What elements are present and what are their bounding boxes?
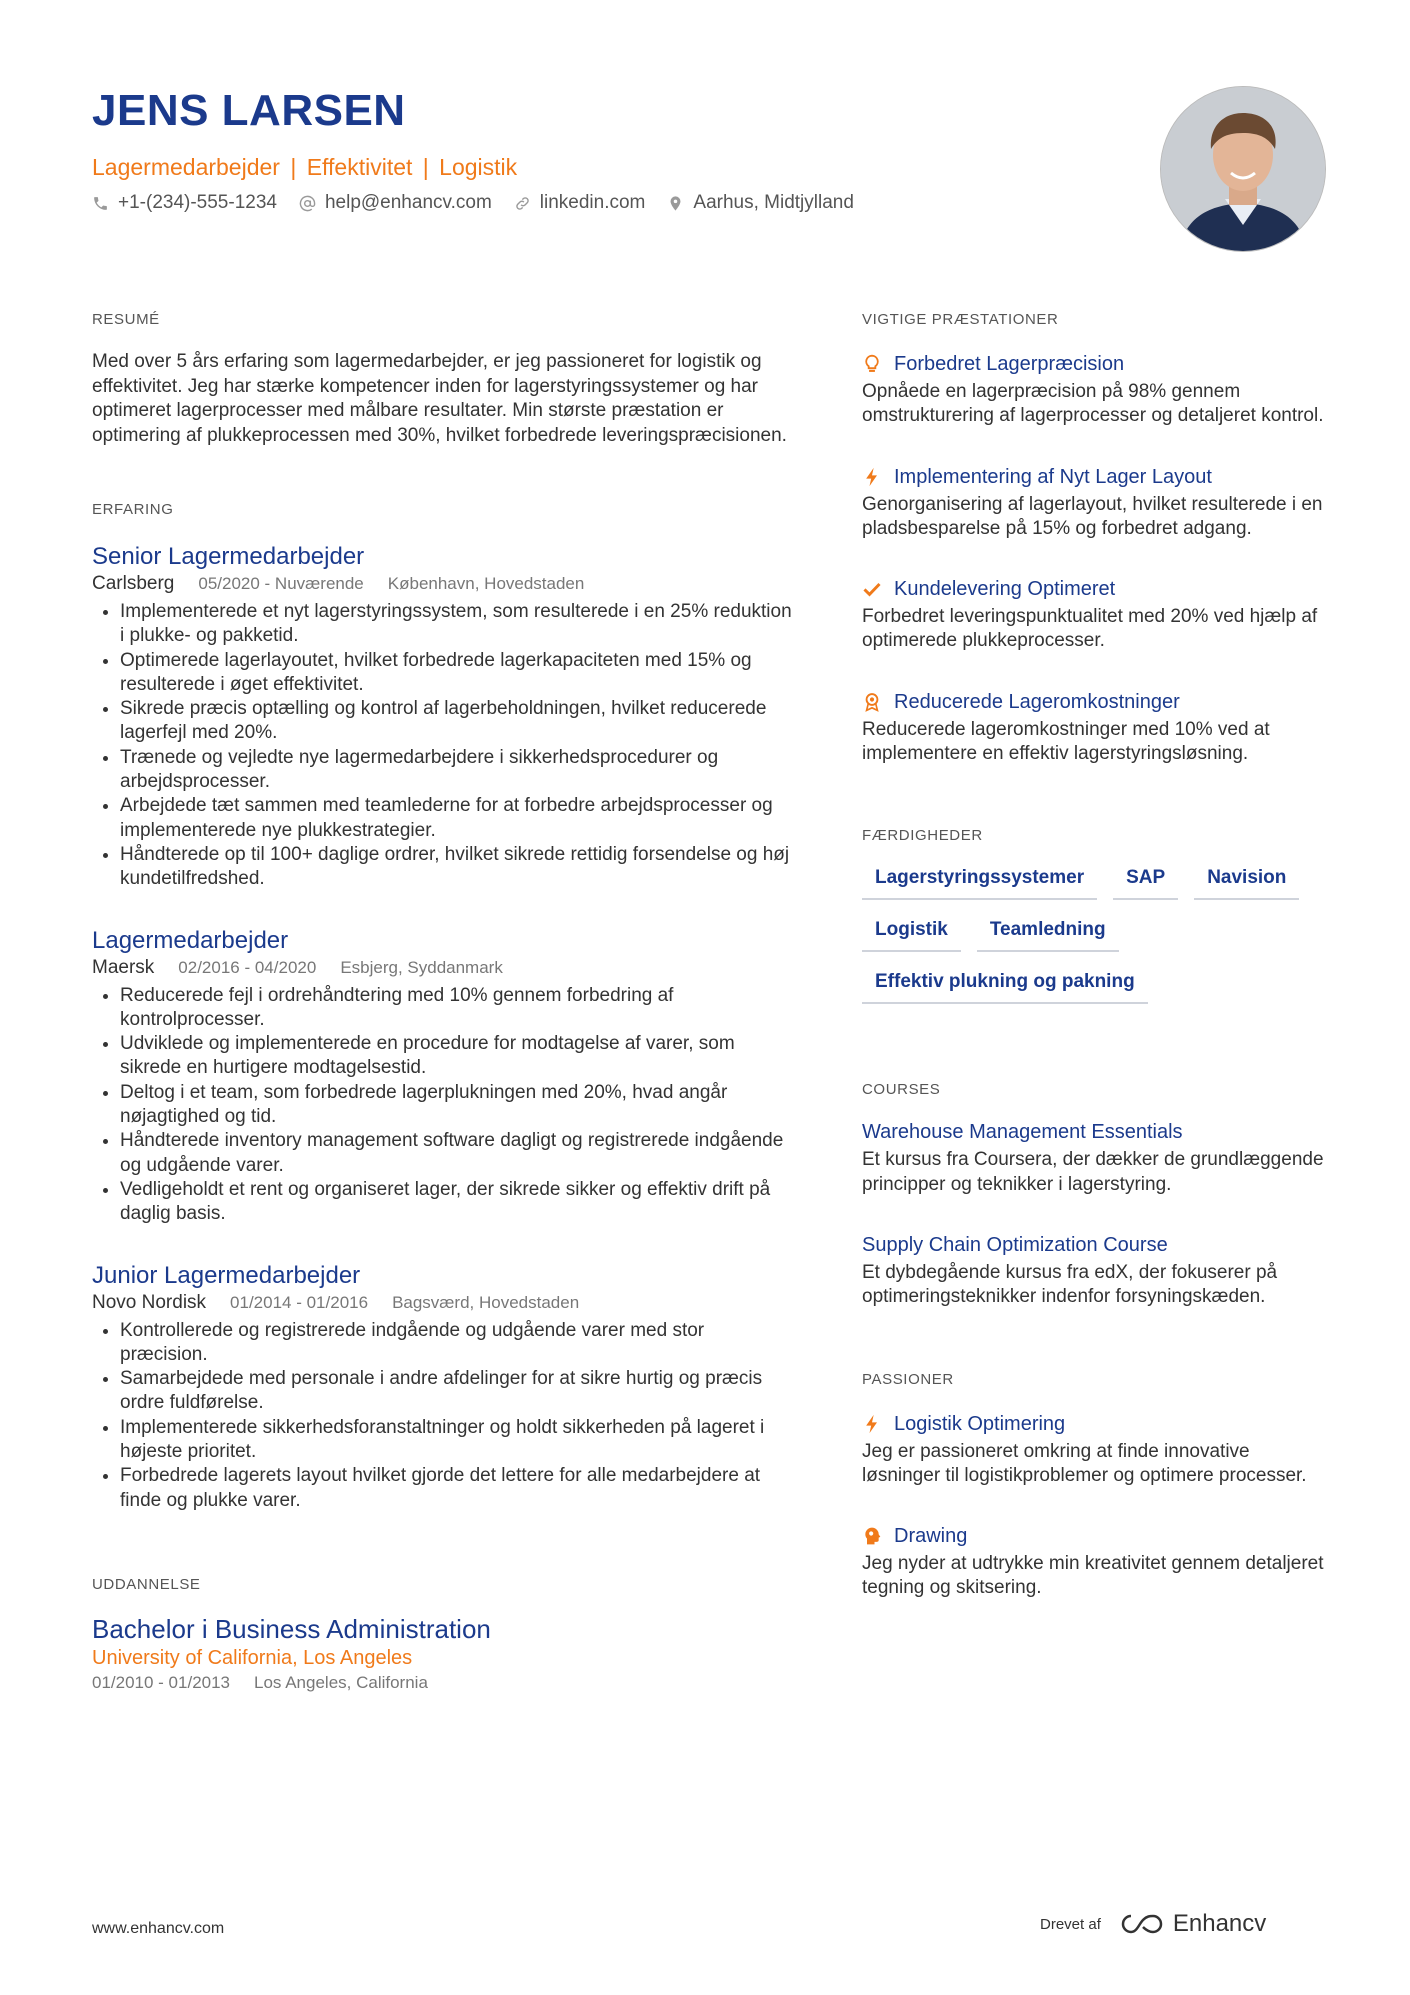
job-dates: 01/2014 - 01/2016 [230, 1292, 369, 1312]
achievement-desc: Forbedret leveringspunktualitet med 20% ved hjælp af optimerede plukkeprocesser. [862, 606, 1318, 652]
skill-tag: Logistik [862, 912, 961, 952]
job-bullet: • Reducerede fejl i ordrehåndtering med 10% gennem forbedring af kontrolprocesser. [120, 984, 792, 1033]
education-section [92, 1575, 792, 1695]
lightning-icon [862, 467, 882, 487]
education-dates: 01/2010 - 01/2013 [92, 1672, 231, 1692]
title-part: Lagermedarbejder [92, 154, 280, 180]
brand-logo[interactable] [1119, 1910, 1266, 1938]
infinity-logo-icon [1119, 1912, 1165, 1936]
candidate-name: JENS LARSEN [92, 86, 406, 135]
job-bullet: • Håndterede inventory management software dagligt og registrerede indgående og udgående varer. [120, 1129, 792, 1178]
skill-tag: Navision [1194, 860, 1299, 900]
section-label-courses: COURSES [862, 1081, 941, 1099]
job-entry [92, 1261, 792, 1513]
skills-list [862, 860, 1322, 1004]
experience-section [92, 500, 792, 1513]
achievements-section [862, 310, 1332, 766]
job-location: Esbjerg, Syddanmark [340, 957, 503, 977]
summary-text: Med over 5 års erfaring som lagermedarbejder, er jeg passioneret for logistik og effektivitet. Jeg har stærke kompetencer inden for lagerstyringssystemer og har optimeret lagerprocesser med målbare resultater. Min største præstation er optimering af plukkeprocessen med 30%, hvilket forbedrede leveringspræcisionen. [92, 351, 787, 446]
job-bullets [92, 600, 792, 892]
email-text: help@enhancv.com [324, 192, 492, 213]
achievement-item [862, 575, 1332, 654]
candidate-title [92, 152, 1152, 182]
course-item [862, 1118, 1332, 1197]
job-bullet: • Trænede og vejledte nye lagermedarbejdere i sikkerhedsprocedurer og arbejdsprocesser. [120, 746, 792, 795]
skill-tag: Teamledning [977, 912, 1119, 952]
passion-desc: Jeg er passioneret omkring at finde innovative løsninger til logistikproblemer og optimere processer. [862, 1440, 1307, 1486]
award-ribbon-icon [862, 692, 882, 712]
contact-row [92, 190, 1152, 216]
location-text: Aarhus, Midtjylland [693, 192, 854, 213]
contact-website[interactable] [514, 190, 646, 216]
passion-title: Drawing [894, 1525, 968, 1548]
course-desc: Et kursus fra Coursera, der dækker de grundlæggende principper og teknikker i lagerstyring. [862, 1149, 1324, 1195]
profile-photo [1160, 86, 1326, 252]
job-meta [92, 1291, 792, 1315]
title-separator: | [422, 154, 429, 180]
contact-location [667, 190, 854, 216]
job-bullet: • Vedligeholdt et rent og organiseret lager, der sikrede sikker og effektiv drift på daglig basis. [120, 1178, 792, 1227]
skill-tag: SAP [1113, 860, 1178, 900]
job-title: Senior Lagermedarbejder [92, 543, 365, 570]
lightning-icon [862, 1414, 882, 1434]
powered-by-label: Drevet af [1040, 1915, 1101, 1933]
lightbulb-icon [862, 354, 882, 374]
checkmark-icon [862, 579, 882, 599]
location-pin-icon [667, 195, 684, 212]
passion-title: Logistik Optimering [894, 1412, 1066, 1435]
job-company: Carlsberg [92, 573, 175, 594]
contact-phone[interactable] [92, 190, 277, 216]
job-bullet: • Arbejdede tæt sammen med teamlederne for at forbedre arbejdsprocesser og implementerede nye plukkestrategier. [120, 794, 792, 843]
job-bullet: • Håndterede op til 100+ daglige ordrer, hvilket sikrede rettidig forsendelse og høj kundetilfredshed. [120, 843, 792, 892]
website-text: linkedin.com [539, 192, 646, 213]
achievement-item [862, 688, 1332, 767]
education-meta [92, 1671, 792, 1695]
job-bullets [92, 984, 792, 1227]
achievement-title: Kundelevering Optimeret [894, 578, 1116, 601]
passions-section [862, 1370, 1332, 1601]
resume-header [92, 84, 1152, 216]
at-sign-icon [299, 195, 316, 212]
job-entry [92, 926, 792, 1227]
skill-tag: Lagerstyringssystemer [862, 860, 1097, 900]
job-location: København, Hovedstaden [387, 574, 585, 593]
job-bullet: • Optimerede lagerlayoutet, hvilket forbedrede lagerkapaciteten med 15% og resulterede i øget effektivitet. [120, 649, 792, 698]
brain-head-icon [862, 1526, 882, 1546]
education-location: Los Angeles, California [254, 1672, 428, 1692]
avatar-portrait [1161, 87, 1325, 251]
job-bullet: • Forbedrede lagerets layout hvilket gjorde det lettere for alle medarbejdere at finde og plukke varer. [120, 1464, 792, 1513]
title-separator: | [290, 154, 297, 180]
job-location: Bagsværd, Hovedstaden [392, 1292, 580, 1312]
passion-item [862, 1410, 1332, 1489]
courses-section [862, 1080, 1332, 1309]
skills-section [862, 826, 1332, 1004]
job-title: Lagermedarbejder [92, 926, 289, 954]
education-school: University of California, Los Angeles [92, 1646, 413, 1669]
footer-branding [1040, 1910, 1266, 1938]
achievement-title: Reducerede Lageromkostninger [894, 690, 1180, 713]
achievement-item [862, 350, 1332, 429]
skill-tag: Effektiv plukning og pakning [862, 964, 1148, 1004]
job-bullets [92, 1319, 792, 1513]
title-part: Logistik [439, 154, 518, 180]
course-title: Supply Chain Optimization Course [862, 1233, 1168, 1256]
contact-email[interactable] [299, 190, 492, 216]
section-label-passions: PASSIONER [862, 1370, 954, 1388]
education-degree: Bachelor i Business Administration [92, 1613, 491, 1644]
job-company: Novo Nordisk [92, 1291, 207, 1313]
job-meta [92, 572, 792, 596]
achievement-desc: Genorganisering af lagerlayout, hvilket resulterede i en pladsbesparelse på 15% og forbedret adgang. [862, 493, 1323, 539]
footer-website[interactable]: www.enhancv.com [92, 1920, 225, 1937]
title-part: Effektivitet [306, 154, 413, 180]
right-column [862, 310, 1332, 1601]
job-bullet: • Deltog i et team, som forbedrede lagerplukningen med 20%, hvad angår nøjagtighed og tid. [120, 1081, 792, 1130]
job-entry [92, 542, 792, 892]
section-label-experience: ERFARING [92, 501, 174, 518]
course-item [862, 1231, 1332, 1310]
achievement-desc: Opnåede en lagerpræcision på 98% gennem omstrukturering af lagerprocesser og detaljeret kontrol. [862, 381, 1324, 427]
job-bullet: • Kontrollerede og registrerede indgående og udgående varer med stor præcision. [120, 1319, 792, 1368]
section-label-skills: FÆRDIGHEDER [862, 827, 983, 845]
phone-text: +1-(234)-555-1234 [118, 192, 277, 213]
achievement-title: Forbedret Lagerpræcision [894, 353, 1125, 375]
summary-section [92, 310, 792, 448]
link-icon [514, 195, 531, 212]
job-bullet: • Samarbejdede med personale i andre afdelinger for at sikre hurtig og præcis ordre fuldførelse. [120, 1367, 792, 1416]
job-dates: 02/2016 - 04/2020 [178, 957, 317, 977]
left-column [92, 310, 792, 1695]
phone-icon [92, 195, 109, 212]
passion-desc: Jeg nyder at udtrykke min kreativitet gennem detaljeret tegning og skitsering. [862, 1553, 1324, 1599]
education-entry [92, 1613, 792, 1695]
job-bullet: • Implementerede et nyt lagerstyringssystem, som resulterede i en 25% reduktion i plukke- og pakketid. [120, 600, 792, 649]
brand-name: Enhancv [1172, 1910, 1267, 1937]
course-title: Warehouse Management Essentials [862, 1121, 1183, 1144]
section-label-summary: RESUMÉ [92, 311, 160, 328]
passion-item [862, 1522, 1332, 1601]
job-bullet: • Udviklede og implementerede en procedure for modtagelse af varer, som sikrede en hurtigere modtagelsestid. [120, 1032, 792, 1081]
achievement-desc: Reducerede lageromkostninger med 10% ved at implementere en effektiv lagerstyringsløsning. [862, 718, 1270, 765]
section-label-achievements: VIGTIGE PRÆSTATIONER [862, 311, 1059, 328]
job-dates: 05/2020 - Nuværende [198, 574, 364, 593]
job-title: Junior Lagermedarbejder [92, 1261, 361, 1289]
job-company: Maersk [92, 956, 155, 978]
achievement-item [862, 463, 1332, 542]
job-bullet: • Sikrede præcis optælling og kontrol af lagerbeholdningen, hvilket reducerede lagerfejl med 20%. [120, 697, 792, 746]
course-desc: Et dybdegående kursus fra edX, der fokuserer på optimeringsteknikker indenfor forsyningskæden. [862, 1261, 1278, 1308]
achievement-title: Implementering af Nyt Lager Layout [894, 465, 1212, 488]
section-label-education: UDDANNELSE [92, 1575, 201, 1593]
job-bullet: • Implementerede sikkerhedsforanstaltninger og holdt sikkerheden på lageret i højeste prioritet. [120, 1416, 792, 1465]
job-meta [92, 956, 792, 980]
